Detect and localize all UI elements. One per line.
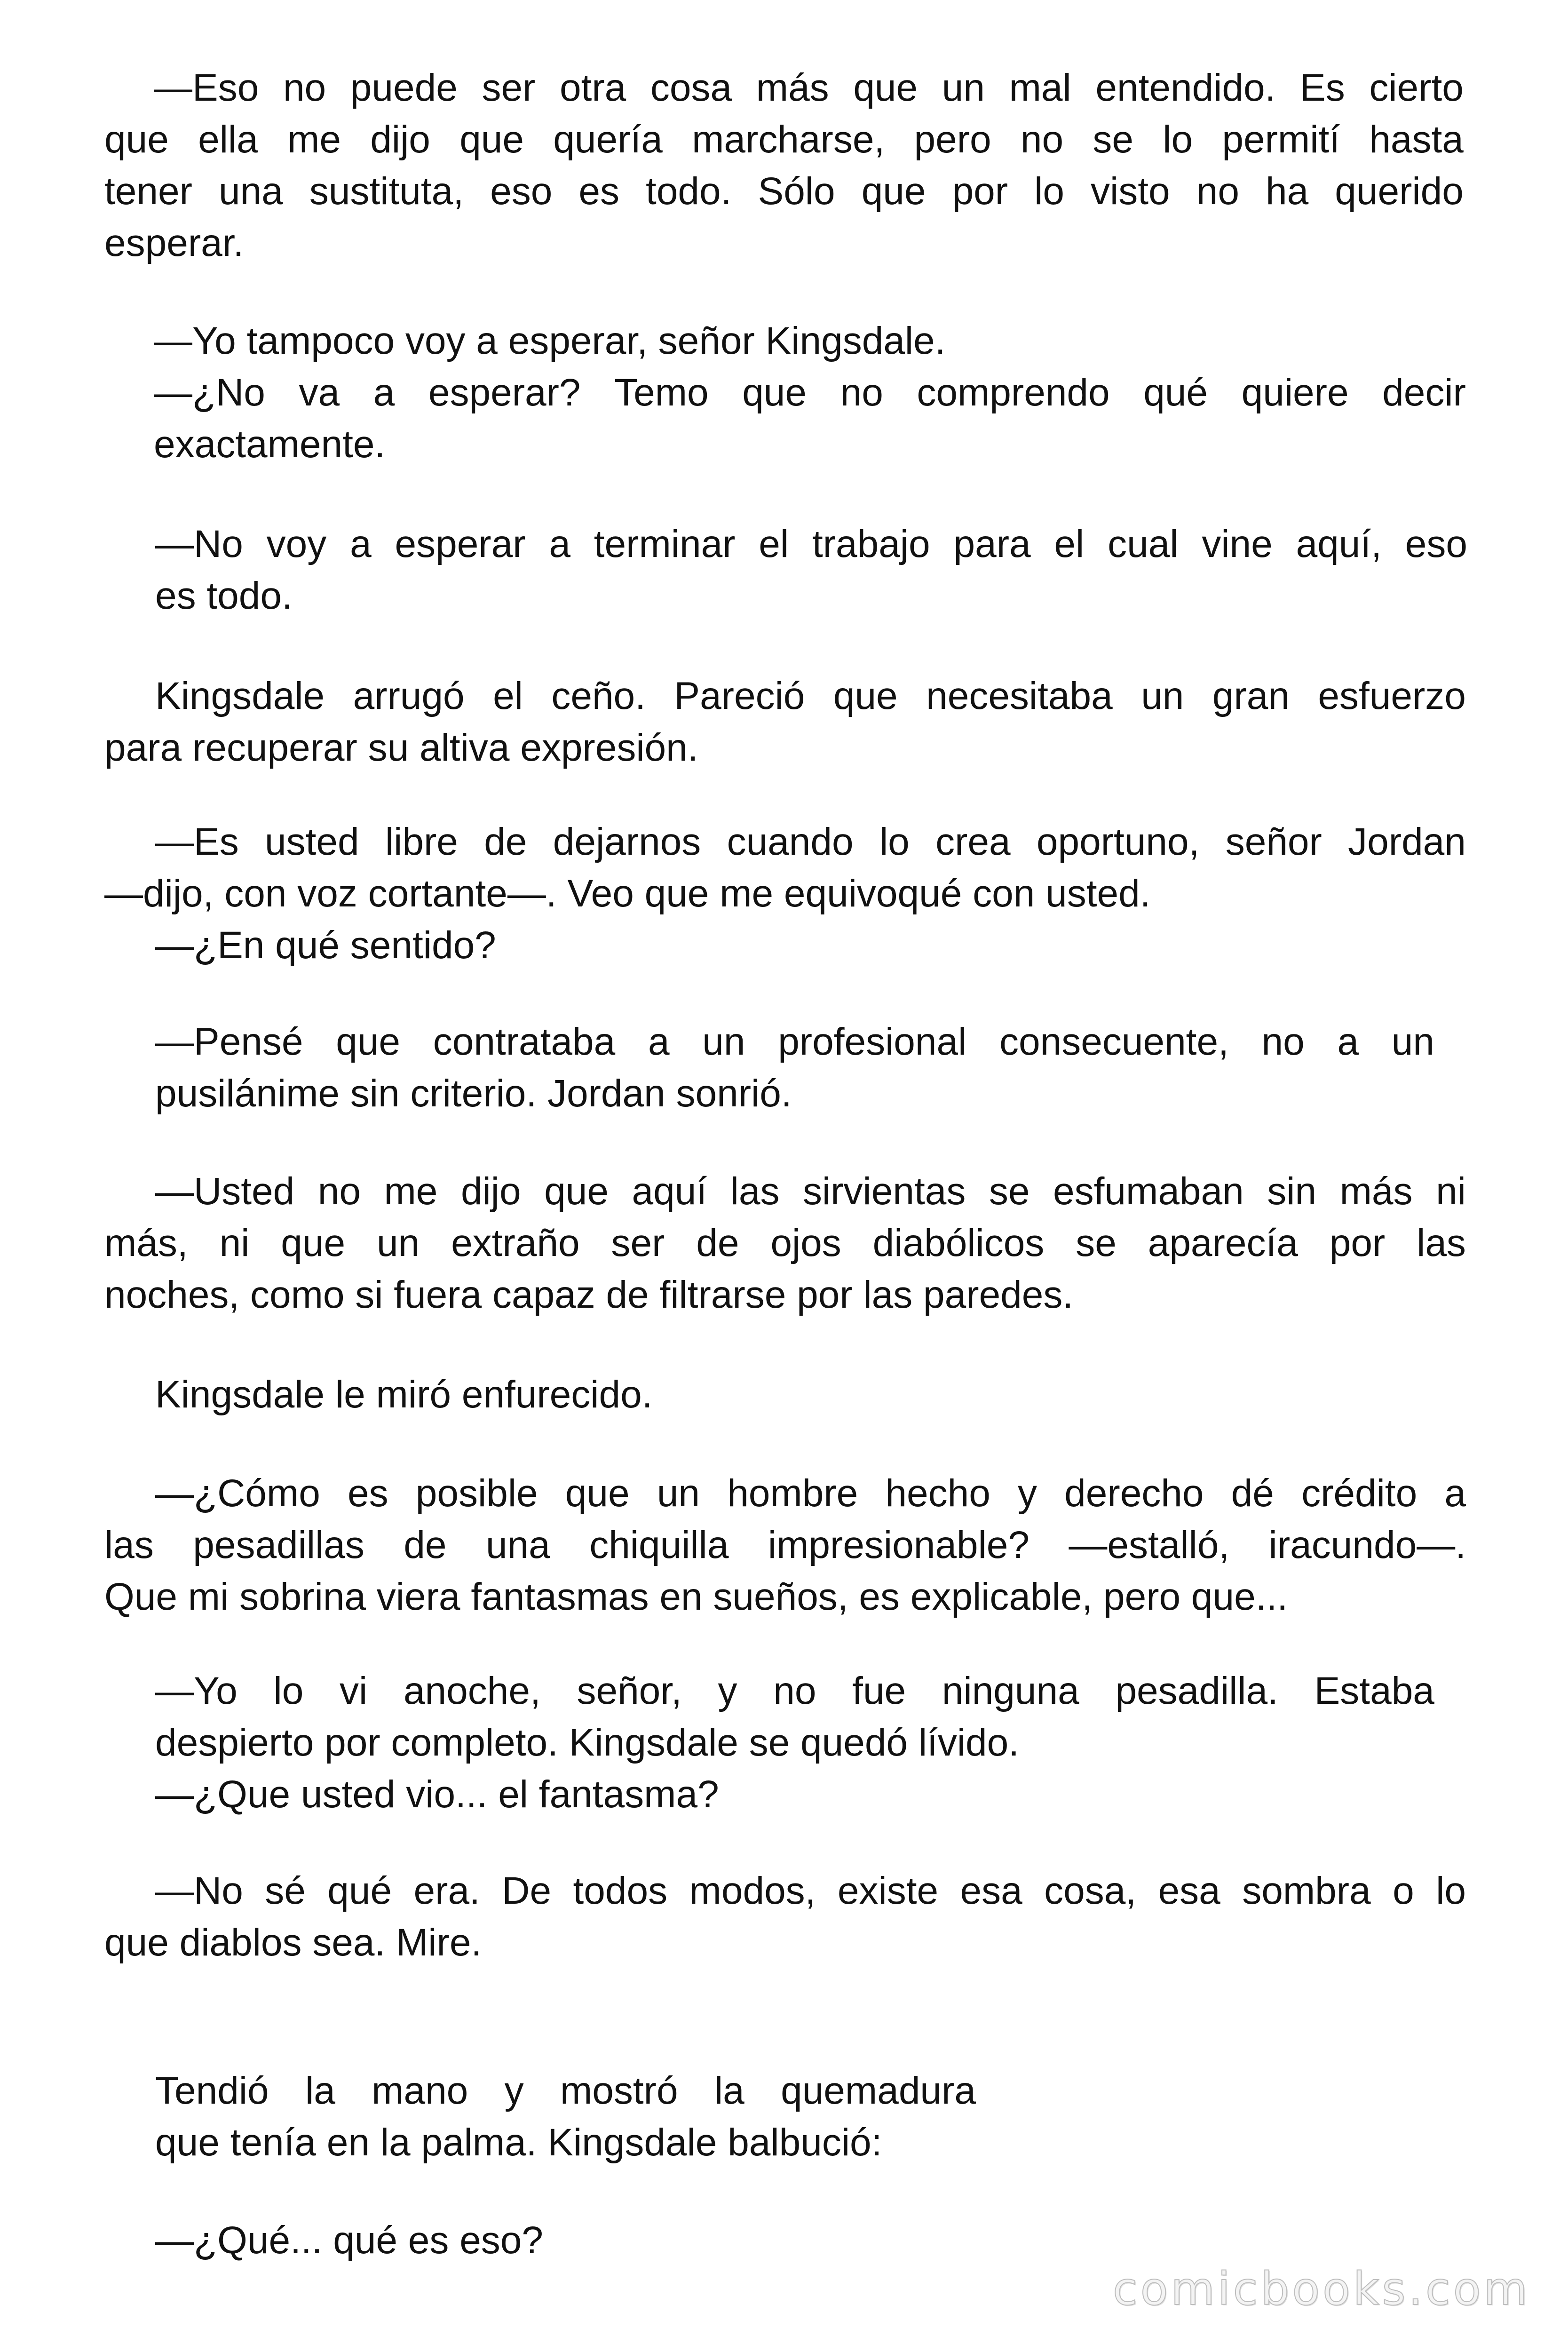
- word: que: [565, 1472, 630, 1515]
- word: Es: [1300, 66, 1345, 109]
- word: quería: [553, 118, 663, 161]
- word: que: [459, 118, 524, 161]
- text-line: [155, 2065, 976, 2117]
- word: aquí,: [1296, 523, 1382, 565]
- word: y: [504, 2069, 524, 2112]
- text-line: que diablos sea. Mire.: [104, 1921, 482, 1964]
- word: ni: [219, 1222, 250, 1264]
- text-line: para recuperar su altiva expresión.: [104, 726, 698, 769]
- word: —¿No: [154, 371, 265, 414]
- word: un: [1141, 675, 1184, 717]
- word: que: [833, 675, 898, 717]
- word: las: [1417, 1222, 1466, 1264]
- word: no: [283, 66, 326, 109]
- word: a: [373, 371, 395, 414]
- word: entendido.: [1095, 66, 1276, 109]
- text-line: [104, 1519, 1466, 1571]
- word: qué: [327, 1869, 392, 1912]
- word: Jordan: [1348, 820, 1466, 863]
- word: crédito: [1301, 1472, 1418, 1515]
- word: todos: [573, 1869, 668, 1912]
- text-line: —¿Que usted vio... el fantasma?: [155, 1773, 719, 1816]
- text-line: [104, 166, 1464, 217]
- word: cosa: [650, 66, 732, 109]
- word: que: [853, 66, 918, 109]
- text-line: [155, 670, 1466, 722]
- word: un: [702, 1020, 745, 1063]
- word: que: [861, 170, 926, 213]
- word: marcharse,: [692, 118, 885, 161]
- word: pero: [914, 118, 991, 161]
- word: sirvientas: [803, 1170, 966, 1213]
- word: Estaba: [1314, 1669, 1434, 1712]
- word: señor,: [577, 1669, 682, 1712]
- word: impresionable?: [768, 1524, 1029, 1566]
- word: fue: [852, 1669, 906, 1712]
- word: tener: [104, 170, 192, 213]
- word: un: [942, 66, 985, 109]
- word: no: [840, 371, 883, 414]
- word: eso: [490, 170, 553, 213]
- paragraph: [155, 1369, 1467, 1421]
- word: pesadillas: [193, 1524, 364, 1566]
- word: y: [718, 1669, 737, 1712]
- word: más: [1339, 1170, 1413, 1213]
- word: ha: [1266, 170, 1309, 213]
- word: vine: [1202, 523, 1273, 565]
- text-line: [155, 816, 1466, 868]
- word: se: [1093, 118, 1134, 161]
- word: no: [1020, 118, 1064, 161]
- word: que: [104, 118, 169, 161]
- word: hecho: [885, 1472, 990, 1515]
- word: extraño: [451, 1222, 580, 1264]
- word: derecho: [1064, 1472, 1204, 1515]
- word: —estalló,: [1069, 1524, 1230, 1566]
- word: es: [578, 170, 619, 213]
- word: que: [281, 1222, 346, 1264]
- text-line: pusilánime sin criterio. Jordan sonrió.: [155, 1072, 792, 1115]
- word: el: [1054, 523, 1085, 565]
- word: Temo: [614, 371, 709, 414]
- word: es: [348, 1472, 388, 1515]
- word: esfuerzo: [1318, 675, 1466, 717]
- text-line: despierto por completo. Kingsdale se quedó lívido.: [155, 1721, 1020, 1764]
- word: ni: [1436, 1170, 1466, 1213]
- word: dé: [1231, 1472, 1274, 1515]
- word: dejarnos: [553, 820, 701, 863]
- word: iracundo—.: [1268, 1524, 1466, 1566]
- word: me: [384, 1170, 438, 1213]
- word: ojos: [770, 1222, 841, 1264]
- word: qué: [1143, 371, 1208, 414]
- word: posible: [415, 1472, 538, 1515]
- word: —Usted: [155, 1170, 295, 1213]
- word: por: [1329, 1222, 1386, 1264]
- text-line: esperar.: [104, 222, 244, 264]
- word: más: [756, 66, 829, 109]
- word: gran: [1212, 675, 1290, 717]
- word: decir: [1382, 371, 1466, 414]
- text-line: [155, 1865, 1466, 1917]
- word: que: [544, 1170, 609, 1213]
- paragraph: [155, 1665, 1434, 1820]
- word: va: [299, 371, 340, 414]
- word: comprendo: [917, 371, 1110, 414]
- word: oportuno,: [1036, 820, 1200, 863]
- word: más,: [104, 1222, 188, 1264]
- word: eso: [1405, 523, 1467, 565]
- word: pesadilla.: [1115, 1669, 1278, 1712]
- word: sé: [265, 1869, 306, 1912]
- text-line: [155, 518, 1467, 570]
- word: para: [953, 523, 1031, 565]
- word: de: [404, 1524, 447, 1566]
- word: esfumaban: [1053, 1170, 1244, 1213]
- paragraph: [104, 1865, 1466, 1969]
- word: dijo: [370, 118, 430, 161]
- word: hasta: [1369, 118, 1464, 161]
- word: a: [1337, 1020, 1359, 1063]
- word: usted: [265, 820, 359, 863]
- paragraph: [155, 2065, 976, 2169]
- word: sin: [1267, 1170, 1317, 1213]
- word: —Yo: [155, 1669, 238, 1712]
- word: —¿Cómo: [155, 1472, 320, 1515]
- word: consecuente,: [999, 1020, 1229, 1063]
- word: esperar: [395, 523, 526, 565]
- word: sustituta,: [309, 170, 464, 213]
- word: vi: [340, 1669, 368, 1712]
- text-line: [104, 114, 1464, 166]
- word: mostró: [560, 2069, 678, 2112]
- word: trabajo: [812, 523, 930, 565]
- word: querido: [1335, 170, 1464, 213]
- word: todo.: [646, 170, 732, 213]
- word: puede: [350, 66, 458, 109]
- word: contrataba: [433, 1020, 616, 1063]
- text-line: Que mi sobrina viera fantasmas en sueños, es explicable, pero que...: [104, 1575, 1288, 1618]
- word: que: [742, 371, 807, 414]
- text-line: [155, 1468, 1466, 1519]
- word: de: [484, 820, 527, 863]
- text-line: [154, 367, 1466, 419]
- paragraph: [155, 2215, 976, 2266]
- text-line: —Yo tampoco voy a esperar, señor Kingsdale.: [154, 319, 946, 362]
- word: a: [648, 1020, 670, 1063]
- word: lo: [1436, 1869, 1466, 1912]
- word: o: [1393, 1869, 1414, 1912]
- word: ser: [482, 66, 536, 109]
- word: cierto: [1369, 66, 1464, 109]
- word: señor: [1225, 820, 1322, 863]
- word: lo: [879, 820, 910, 863]
- word: la: [305, 2069, 335, 2112]
- word: a: [549, 523, 570, 565]
- word: se: [989, 1170, 1030, 1213]
- paragraph: [104, 1166, 1466, 1321]
- word: modos,: [689, 1869, 816, 1912]
- word: ninguna: [942, 1669, 1079, 1712]
- word: mal: [1009, 66, 1071, 109]
- word: lo: [1163, 118, 1193, 161]
- word: dijo: [460, 1170, 521, 1213]
- text-line: noches, como si fuera capaz de filtrarse por las paredes.: [104, 1273, 1074, 1316]
- word: Tendió: [155, 2069, 269, 2112]
- word: mano: [372, 2069, 468, 2112]
- word: sombra: [1242, 1869, 1371, 1912]
- word: por: [952, 170, 1008, 213]
- text-line: exactamente.: [154, 423, 386, 466]
- paragraph: [104, 816, 1466, 971]
- word: —No: [155, 1869, 243, 1912]
- word: lo: [273, 1669, 304, 1712]
- word: no: [1261, 1020, 1305, 1063]
- word: no: [317, 1170, 361, 1213]
- word: el: [759, 523, 789, 565]
- watermark: comicbooks.com: [1112, 2263, 1530, 2315]
- text-line: es todo.: [155, 574, 293, 617]
- word: no: [1196, 170, 1239, 213]
- word: cual: [1108, 523, 1179, 565]
- word: —Eso: [154, 66, 259, 109]
- word: me: [287, 118, 341, 161]
- paragraph: [154, 315, 1466, 470]
- word: otra: [559, 66, 626, 109]
- word: a: [1444, 1472, 1466, 1515]
- word: Sólo: [758, 170, 835, 213]
- word: esa: [960, 1869, 1022, 1912]
- text-line: Kingsdale le miró enfurecido.: [155, 1373, 653, 1416]
- text-line: —¿En qué sentido?: [155, 924, 496, 967]
- word: y: [1018, 1472, 1037, 1515]
- word: esperar?: [428, 371, 581, 414]
- word: que: [336, 1020, 401, 1063]
- word: —Pensé: [155, 1020, 303, 1063]
- word: cosa,: [1044, 1869, 1137, 1912]
- word: era.: [413, 1869, 480, 1912]
- word: lo: [1034, 170, 1064, 213]
- word: las: [104, 1524, 154, 1566]
- paragraph: [155, 1016, 1434, 1120]
- word: la: [714, 2069, 744, 2112]
- word: terminar: [594, 523, 736, 565]
- paragraph: [155, 518, 1467, 622]
- word: libre: [385, 820, 458, 863]
- word: anoche,: [403, 1669, 541, 1712]
- word: el: [493, 675, 523, 717]
- text-line: que tenía en la palma. Kingsdale balbució:: [155, 2121, 882, 2164]
- word: hombre: [727, 1472, 858, 1515]
- paragraph: [104, 670, 1466, 774]
- word: de: [696, 1222, 739, 1264]
- word: una: [485, 1524, 550, 1566]
- word: voy: [266, 523, 327, 565]
- word: ella: [198, 118, 258, 161]
- word: De: [502, 1869, 552, 1912]
- word: Kingsdale: [155, 675, 325, 717]
- word: profesional: [778, 1020, 967, 1063]
- word: —No: [155, 523, 243, 565]
- text-line: —dijo, con voz cortante—. Veo que me equivoqué con usted.: [104, 872, 1151, 915]
- word: no: [773, 1669, 816, 1712]
- text-line: [155, 1166, 1466, 1217]
- word: aquí: [632, 1170, 707, 1213]
- word: una: [218, 170, 283, 213]
- word: chiquilla: [589, 1524, 729, 1566]
- word: aparecía: [1148, 1222, 1298, 1264]
- word: esa: [1158, 1869, 1220, 1912]
- word: permití: [1222, 118, 1340, 161]
- word: arrugó: [353, 675, 465, 717]
- word: Pareció: [674, 675, 805, 717]
- text-line: —¿Qué... qué es eso?: [155, 2219, 544, 2262]
- text-line: [155, 1665, 1434, 1717]
- word: a: [350, 523, 372, 565]
- text-line: [155, 1016, 1434, 1068]
- word: las: [730, 1170, 780, 1213]
- paragraph: [104, 62, 1464, 269]
- paragraph: [104, 1468, 1466, 1623]
- word: quiere: [1241, 371, 1349, 414]
- word: ser: [611, 1222, 665, 1264]
- word: ceño.: [551, 675, 646, 717]
- text-line: [154, 62, 1464, 114]
- word: —Es: [155, 820, 239, 863]
- word: visto: [1091, 170, 1170, 213]
- word: necesitaba: [926, 675, 1113, 717]
- word: crea: [935, 820, 1011, 863]
- text-line: [104, 1217, 1466, 1269]
- word: un: [1391, 1020, 1434, 1063]
- word: diabólicos: [872, 1222, 1045, 1264]
- word: existe: [837, 1869, 939, 1912]
- word: un: [376, 1222, 420, 1264]
- word: un: [657, 1472, 700, 1515]
- word: quemadura: [781, 2069, 976, 2112]
- word: se: [1076, 1222, 1117, 1264]
- word: cuando: [727, 820, 854, 863]
